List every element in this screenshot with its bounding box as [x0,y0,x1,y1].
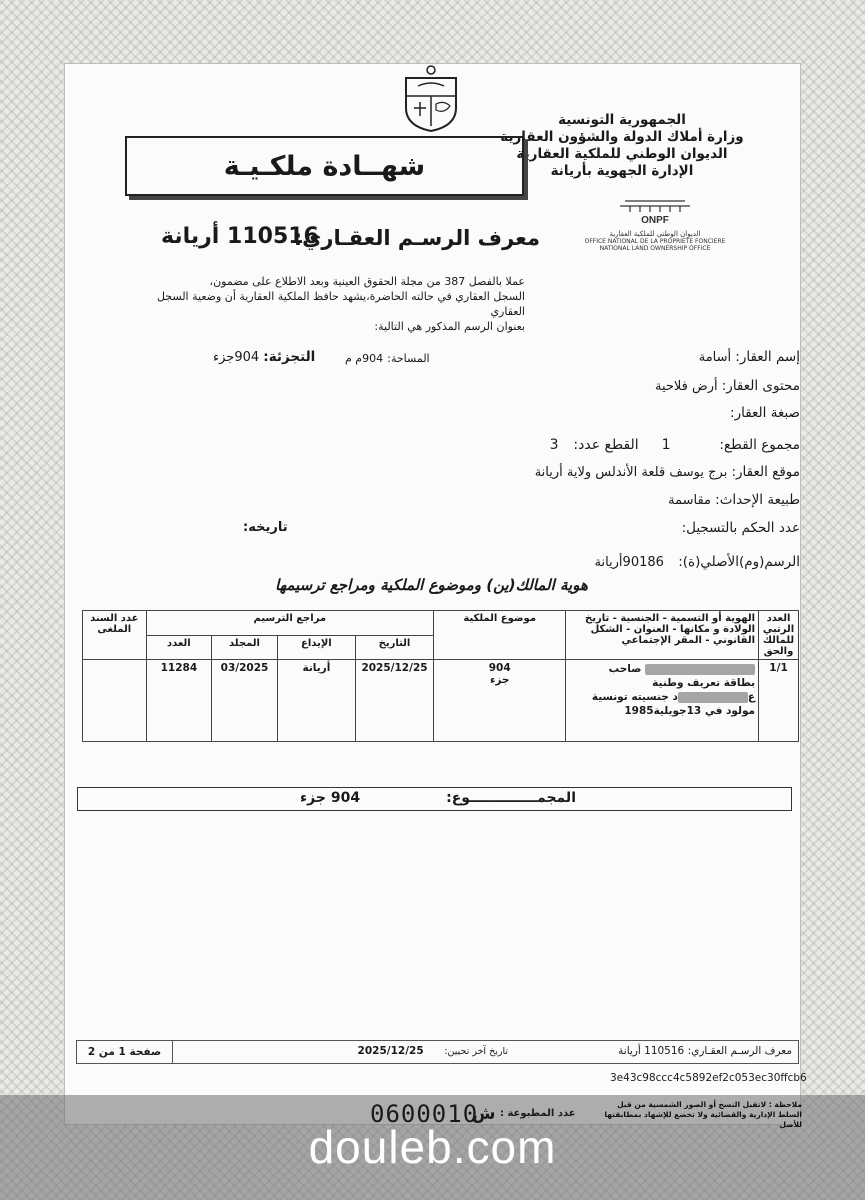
footer-note: ملاحظة : لاتقبل النسخ أو الصور الشمسية من قبل السلط الإدارية والقضائية ولا تخضع للإشهاد بمطابقتها للأصل [604,1100,802,1129]
parcels-count-label: القطع عدد: [573,437,639,453]
property-original [594,554,800,570]
parcels-value: 1 [661,437,671,453]
col-deposit: الإيداع [277,635,355,660]
owners-heading: هوية المالك(ين) وموضوع الملكية ومراجع ترسيمها [275,576,588,594]
property-parcels [550,437,800,453]
origin-value: مقاسمة [668,493,712,508]
footer-ref [618,1045,792,1057]
coat-of-arms-icon [400,64,462,132]
property-name-label: إسم العقار: [735,349,800,365]
owners-table [82,610,799,742]
area-value: 904م م [345,352,384,365]
footer-ref-label: معرف الرسـم العقـاري: [687,1045,792,1057]
original-value: 90186أريانة [594,555,664,570]
reference-value [161,224,319,249]
content-value: أرض فلاحية [654,379,718,394]
last-update-label: تاريخ آخر تحيين: [444,1046,508,1057]
page-indicator: صفحة 1 من 2 [77,1041,173,1063]
intro-line: بعنوان الرسم المذكور هي التالية: [374,320,525,333]
intro-paragraph [125,274,525,334]
judgment-date-label: تاريخه: [243,520,288,535]
cell-date: 2025/12/25 [355,660,433,742]
cell-cancelled [83,660,147,742]
parcels-count-value: 3 [549,437,559,453]
reference-label: معرف الرسـم العقـاري: [293,226,540,250]
col-order: العدد الرتبي للمالك والحق [759,611,799,660]
property-content [655,378,800,394]
onpf-english: NATIONAL LAND OWNERSHIP OFFICE [599,245,711,252]
ministry-line: الجمهورية التونسية [558,112,686,128]
document-hash: 3e43c98ccc4c5892ef2c053ec30ffcb6 [610,1072,807,1084]
content-label: محتوى العقار: [721,378,800,394]
property-area [345,351,430,366]
col-date: التاريخ [355,635,433,660]
subdivision-value: 904جزء [213,350,260,365]
printed-symbol: ش [472,1104,496,1124]
judgment-date [243,520,288,535]
total-value: 904 جزء [300,790,361,806]
subject-unit: جزء [489,674,510,686]
col-refs: مراجع الترسيم [146,611,434,636]
judgment-label: عدد الحكم بالتسجيل: [681,520,800,536]
total-label: المجمــــــــــــــوع: [446,790,576,806]
footer-update [358,1045,508,1057]
property-name [699,349,800,365]
footer-bar [76,1040,799,1064]
property-judgment [682,520,800,536]
property-origin [668,492,800,508]
property-subdivision [213,349,315,365]
col-number: العدد [146,635,212,660]
identity-line: مولود في 13جويلية1985 [624,705,756,717]
col-identity: الهوية أو التسمية - الجنسية - تاريخ الولادة و مكانها - العنوان - الشكل القانوني - المقر الإجتماعي [566,611,759,660]
footer-ref-value: 110516 أريانة [618,1045,685,1057]
certificate-sheet [64,63,807,1125]
cell-deposit: أريانة [277,660,355,742]
property-name-value: أسامة [698,350,732,365]
cell-subject [434,660,566,742]
onpf-french: OFFICE NATIONAL DE LA PROPRIETE FONCIERE [584,238,726,245]
ministry-header [482,112,762,180]
cell-order: 1/1 [759,660,799,742]
origin-label: طبيعة الإحداث: [715,492,800,508]
ministry-line: الإدارة الجهوية بأريانة [550,163,694,179]
last-update-value: 2025/12/25 [357,1045,424,1057]
redaction-mask [678,692,748,703]
parcels-label: مجموع القطع: [719,437,800,453]
onpf-logo [580,198,730,258]
subject-value: 904 [488,662,511,674]
nature-label: صبغة العقار: [730,405,800,421]
area-label: المساحة: [387,352,430,365]
redaction-mask [645,664,755,675]
ministry-line: الديوان الوطني للملكية العقارية [516,146,728,162]
onpf-logo-icon [580,198,730,226]
subdivision-label: التجزئة: [263,349,316,365]
col-subject: موضوع الملكية [434,611,566,660]
intro-line: السجل العقاري في حالته الحاضرة،يشهد حافظ الملكية العقارية أن وضعية السجل العقاري [156,290,525,318]
printed-label: عدد المطبوعة : [500,1108,576,1119]
col-cancelled: عدد السند الملغى [83,611,147,660]
location-label: موقع العقار: [731,464,800,480]
cell-volume: 03/2025 [212,660,278,742]
cell-identity [566,660,759,742]
table-row [83,660,799,742]
location-value: برج يوسف قلعة الأندلس ولاية أريانة [534,465,728,480]
property-nature [730,405,800,421]
property-location [535,464,800,480]
identity-line: د جنسيته تونسية [591,691,678,703]
total-box [77,787,792,811]
ministry-line: وزارة أملاك الدولة والشؤون العقارية [500,129,744,145]
onpf-acronym: ONPF [641,215,669,226]
identity-line: صاحب [608,663,642,675]
col-volume: المجلد [212,635,278,660]
identity-line: ع [747,691,756,703]
original-label: الرسم(وم)الأصلي(ة): [678,554,800,570]
reference-city: أريانة [161,224,220,249]
site-watermark: douleb.com [308,1121,557,1173]
certificate-title: شهــادة ملكـيـة [125,136,524,196]
intro-line: عملا بالفصل 387 من مجلة الحقوق العينية وبعد الاطلاع على مضمون، [209,275,525,288]
serial-number: 0600010 [370,1100,479,1128]
onpf-arabic: الديوان الوطني للملكية العقارية [609,230,701,238]
reference-number: 110516 [227,224,319,249]
cell-number: 11284 [146,660,212,742]
identity-line: بطاقة تعريف وطنية [652,677,756,689]
